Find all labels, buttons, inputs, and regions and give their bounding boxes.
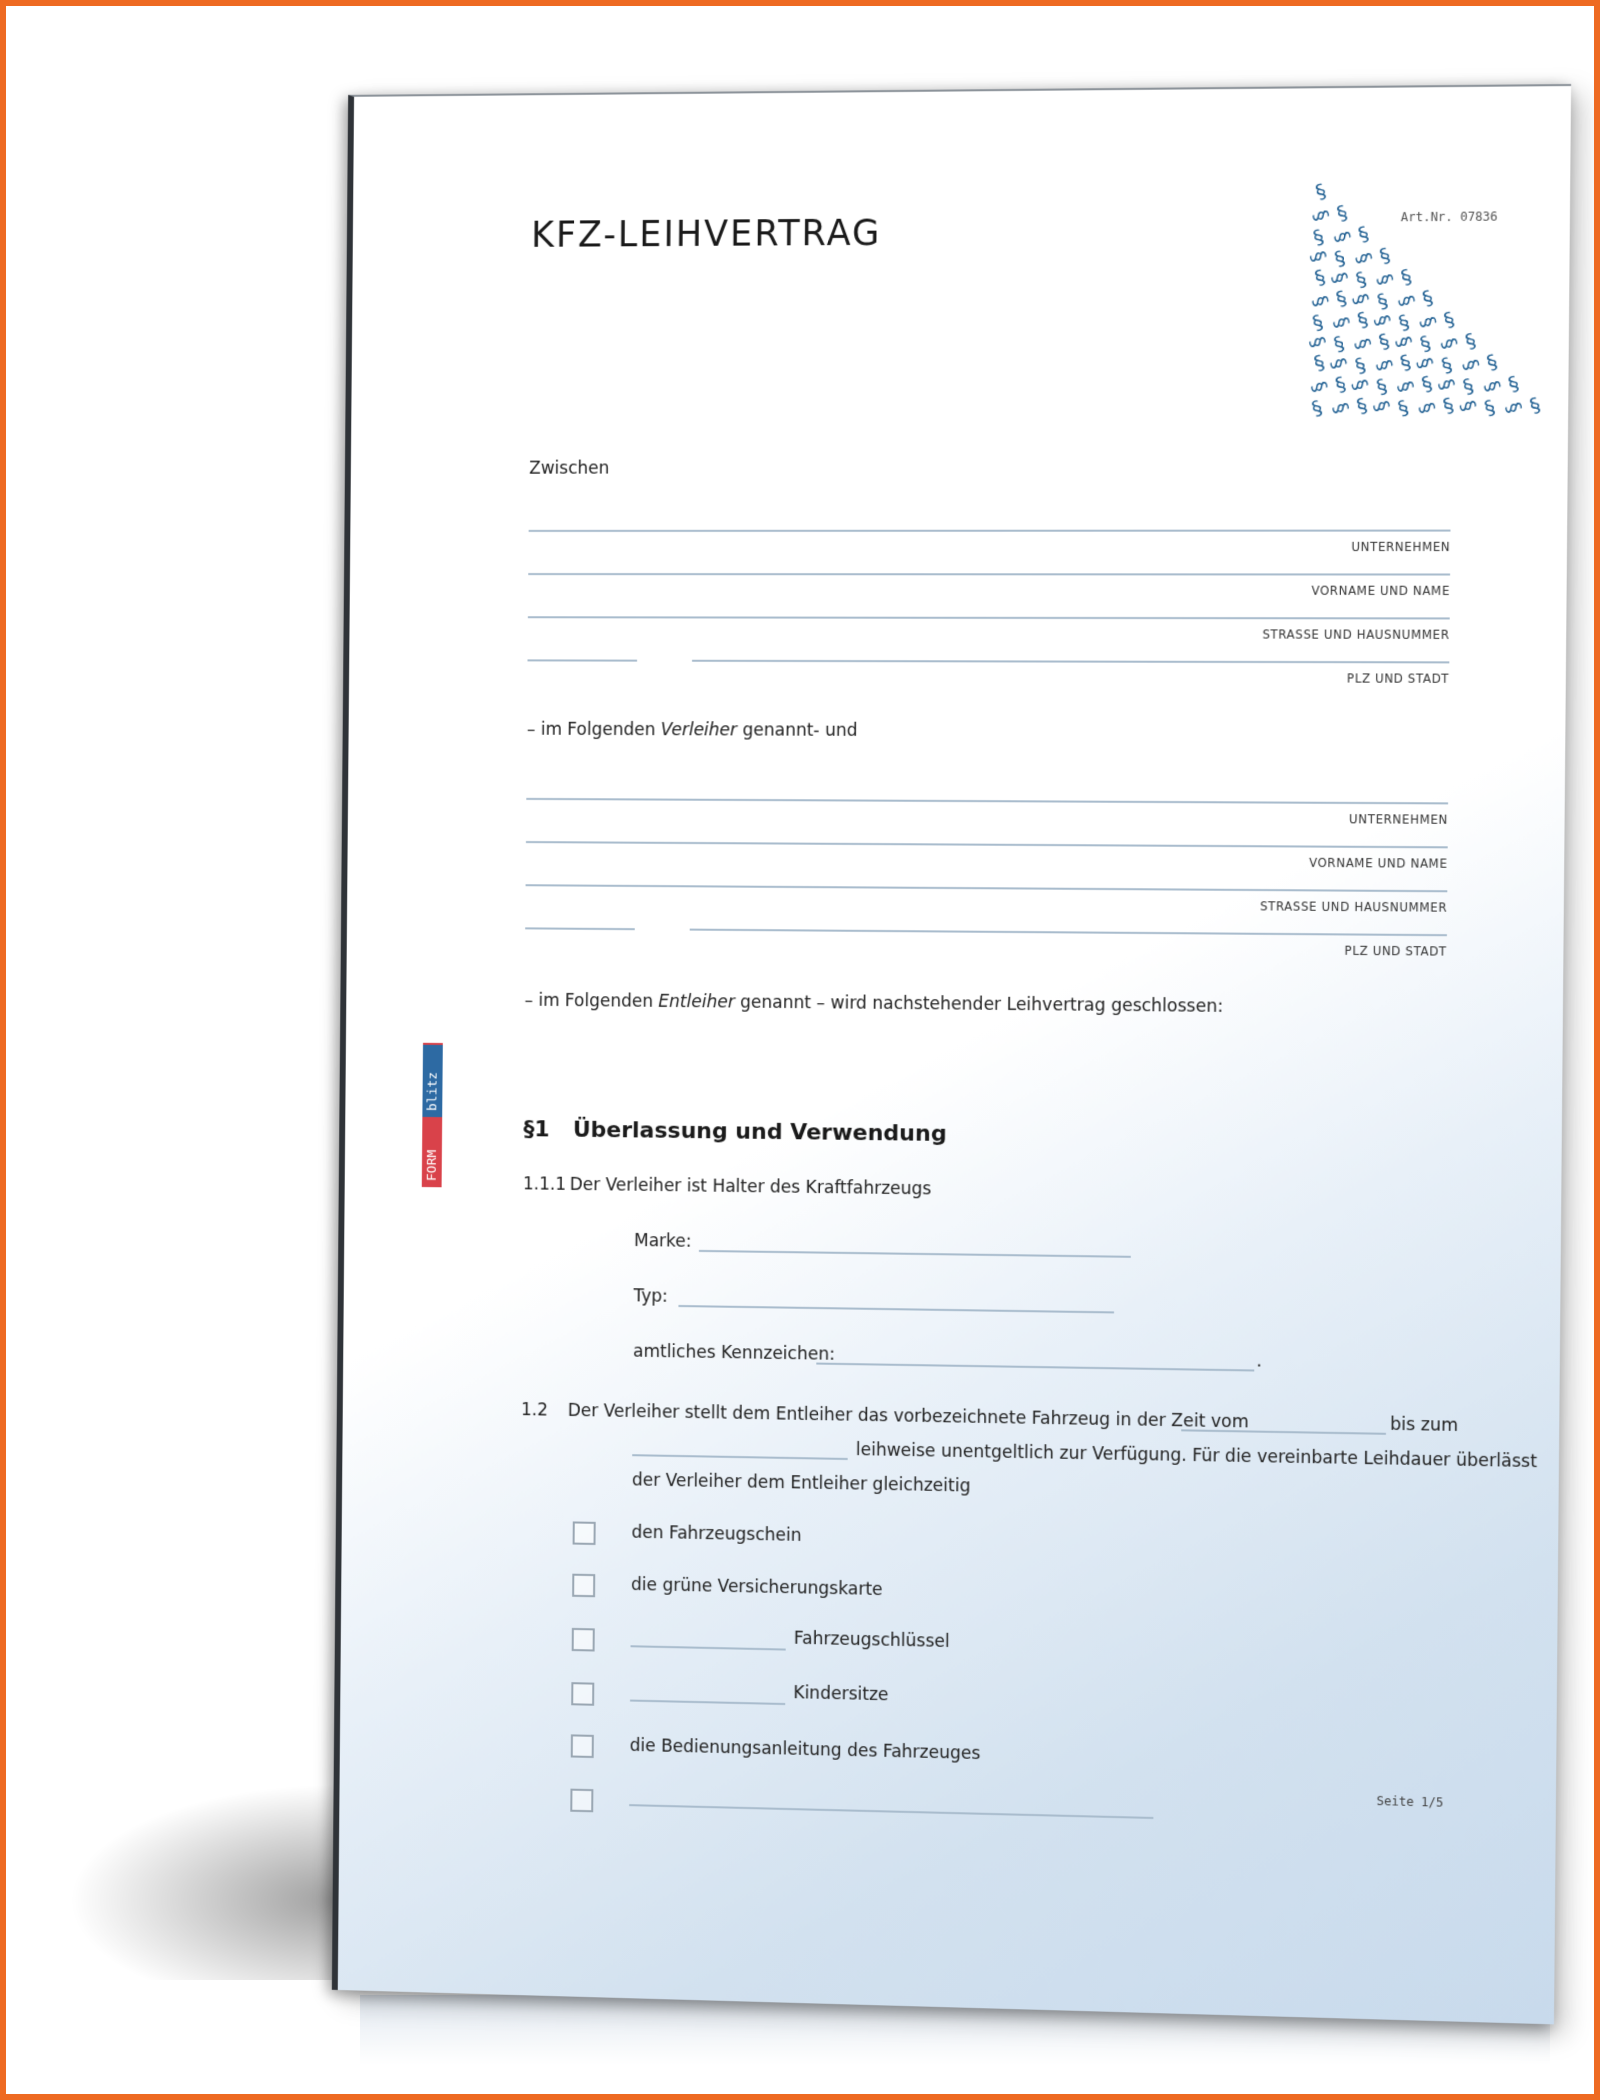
paragraph-glyph: § bbox=[1350, 335, 1376, 353]
paragraph-glyph: § bbox=[1394, 292, 1419, 310]
paragraph-glyph: § bbox=[1355, 222, 1372, 247]
page-number: Seite 1/5 bbox=[1376, 1793, 1444, 1810]
paragraph-glyph: § bbox=[1526, 393, 1544, 418]
name-label-2: VORNAME UND NAME bbox=[1308, 855, 1448, 871]
paragraph-glyph: § bbox=[1326, 355, 1351, 372]
paragraph-glyph: § bbox=[1332, 286, 1350, 311]
paragraph-glyph: § bbox=[1326, 269, 1352, 287]
clause-1-2-line-3: der Verleiher dem Entleiher gleichzeitig bbox=[631, 1470, 971, 1497]
paragraph-glyph: § bbox=[1414, 399, 1440, 417]
paragraph-glyph: § bbox=[1375, 329, 1393, 354]
contract-page bbox=[332, 84, 1571, 2024]
paragraph-glyph: § bbox=[1352, 267, 1370, 293]
paragraph-glyph: § bbox=[1462, 328, 1479, 354]
checklist-label-operating-manual: die Bedienungsanleitung des Fahrzeuges bbox=[629, 1735, 981, 1765]
paragraph-glyph: § bbox=[1331, 246, 1349, 271]
checkbox-vehicle-registration[interactable] bbox=[573, 1521, 596, 1545]
paragraph-glyph: § bbox=[1330, 228, 1355, 246]
name-input-line-1[interactable] bbox=[528, 573, 1450, 575]
company-input-line-1[interactable] bbox=[529, 530, 1451, 532]
paragraph-glyph: § bbox=[1481, 395, 1499, 421]
paragraph-glyph: § bbox=[1307, 378, 1332, 396]
paragraph-glyph: § bbox=[1329, 313, 1354, 331]
paragraph-glyph: § bbox=[1348, 290, 1373, 308]
paragraph-glyph: § bbox=[1391, 333, 1416, 351]
paragraph-glyph: § bbox=[1369, 312, 1395, 329]
paragraph-glyph: § bbox=[1458, 356, 1484, 374]
checklist-label-insurance-card: die grüne Versicherungskarte bbox=[630, 1574, 883, 1601]
paragraph-glyph: § bbox=[1433, 376, 1459, 394]
zip-input-line-2[interactable] bbox=[525, 927, 635, 930]
clause-1-1-number: 1.1.1 bbox=[522, 1174, 567, 1195]
company-input-line-2[interactable] bbox=[526, 798, 1448, 805]
name-input-line-2[interactable] bbox=[526, 841, 1448, 848]
city-label-1: PLZ UND STADT bbox=[1346, 671, 1450, 686]
paragraph-glyph: § bbox=[1347, 376, 1373, 394]
paragraph-glyph: § bbox=[1308, 292, 1333, 310]
svg-text:blitz: blitz bbox=[425, 1071, 441, 1112]
street-label-2: STRASSE UND HAUSNUMMER bbox=[1259, 899, 1448, 915]
paragraph-glyph: § bbox=[1372, 270, 1398, 288]
name-label-1: VORNAME UND NAME bbox=[1311, 583, 1451, 599]
between-label: Zwischen bbox=[529, 458, 610, 479]
section-1-title: Überlassung und Verwendung bbox=[572, 1117, 947, 1148]
paragraph-glyph: § bbox=[1373, 374, 1391, 400]
clause-1-1-text: Der Verleiher ist Halter des Kraftfahrzeugs bbox=[569, 1174, 932, 1200]
section-1-heading bbox=[523, 1117, 946, 1147]
checkbox-insurance-card[interactable] bbox=[572, 1574, 595, 1598]
paragraph-glyph: § bbox=[1309, 310, 1327, 336]
borrower-designation: – im Folgenden Entleiher genannt – wird nachstehender Leihvertrag geschlossen: bbox=[524, 990, 1224, 1017]
zip-input-line-1[interactable] bbox=[527, 659, 637, 661]
checkbox-child-seats[interactable] bbox=[571, 1682, 594, 1706]
clause-1-2-number: 1.2 bbox=[520, 1400, 549, 1421]
paragraph-glyph: § bbox=[1438, 353, 1456, 378]
city-input-line-1[interactable] bbox=[692, 660, 1449, 664]
city-label-2: PLZ UND STADT bbox=[1344, 943, 1447, 959]
paragraph-glyph: § bbox=[1368, 397, 1394, 415]
child-seats-count-input-line[interactable] bbox=[630, 1700, 785, 1706]
document-title: KFZ-LEIHVERTRAG bbox=[530, 213, 882, 256]
section-1-number: §1 bbox=[523, 1117, 550, 1143]
paragraph-glyph: § bbox=[1415, 313, 1441, 331]
formblitz-logo bbox=[422, 1043, 443, 1187]
paragraph-glyph: § bbox=[1397, 264, 1415, 290]
paragraph-glyph: § bbox=[1351, 249, 1377, 267]
from-date-input-line[interactable] bbox=[1181, 1429, 1386, 1435]
article-number: Art.Nr. 07836 bbox=[1400, 209, 1498, 225]
paragraph-glyph: § bbox=[1332, 372, 1349, 397]
paragraph-glyph: § bbox=[1354, 307, 1372, 333]
until-date-input-line[interactable] bbox=[632, 1454, 847, 1460]
paragraph-glyph: § bbox=[1328, 399, 1354, 417]
street-label-1: STRASSE UND HAUSNUMMER bbox=[1262, 627, 1450, 642]
street-input-line-1[interactable] bbox=[528, 616, 1450, 619]
paragraph-glyph: § bbox=[1460, 374, 1477, 400]
paragraph-glyph: § bbox=[1412, 354, 1438, 372]
paragraph-glyph: § bbox=[1393, 378, 1419, 395]
checkbox-operating-manual[interactable] bbox=[571, 1734, 594, 1758]
paragraph-glyph: § bbox=[1394, 396, 1412, 421]
until-label: bis zum bbox=[1390, 1414, 1459, 1437]
checkbox-vehicle-keys[interactable] bbox=[572, 1628, 595, 1652]
paragraph-glyph: § bbox=[1305, 248, 1331, 266]
paragraph-glyph: § bbox=[1505, 371, 1522, 397]
paragraph-glyph: § bbox=[1483, 350, 1501, 375]
paragraph-glyph: § bbox=[1308, 207, 1334, 224]
svg-text:FORM: FORM bbox=[424, 1149, 440, 1182]
paragraph-glyph: § bbox=[1333, 200, 1351, 226]
paragraph-glyph: § bbox=[1439, 393, 1457, 418]
brand-input-line[interactable] bbox=[699, 1250, 1131, 1258]
street-input-line-2[interactable] bbox=[526, 884, 1448, 892]
brand-field-label: Marke: bbox=[633, 1230, 692, 1252]
paragraph-glyph: § bbox=[1501, 399, 1527, 417]
type-field-label: Typ: bbox=[633, 1286, 668, 1307]
other-item-input-line[interactable] bbox=[629, 1804, 1153, 1819]
type-input-line[interactable] bbox=[678, 1305, 1114, 1313]
paragraph-glyph: § bbox=[1310, 225, 1327, 250]
clause-1-2-line-2: leihweise unentgeltlich zur Verfügung. Für die vereinbarte Leihdauer überlässt bbox=[855, 1439, 1538, 1473]
paragraph-glyph: § bbox=[1304, 333, 1330, 351]
paragraph-glyph: § bbox=[1440, 307, 1458, 332]
checklist-label-vehicle-registration: den Fahrzeugschein bbox=[631, 1522, 802, 1546]
paragraph-glyph: § bbox=[1312, 179, 1330, 205]
paragraph-glyph: § bbox=[1395, 310, 1413, 335]
paragraph-glyph: § bbox=[1372, 356, 1397, 374]
plate-field-end: . bbox=[1256, 1351, 1263, 1372]
checklist-label-child-seats: Kindersitze bbox=[793, 1683, 889, 1706]
paragraph-glyph: § bbox=[1310, 350, 1328, 376]
checklist-label-vehicle-keys: Fahrzeugschlüssel bbox=[793, 1628, 950, 1653]
paragraph-pattern-graphic bbox=[1304, 176, 1551, 421]
paragraph-glyph: § bbox=[1417, 331, 1434, 357]
keys-count-input-line[interactable] bbox=[631, 1645, 786, 1650]
lender-designation: – im Folgenden Verleiher genannt- und bbox=[526, 719, 858, 741]
city-input-line-2[interactable] bbox=[690, 929, 1447, 937]
paragraph-glyph: § bbox=[1374, 289, 1392, 314]
paragraph-glyph: § bbox=[1418, 371, 1436, 397]
paragraph-glyph: § bbox=[1330, 332, 1348, 357]
plate-input-line[interactable] bbox=[816, 1363, 1254, 1372]
paragraph-glyph: § bbox=[1353, 393, 1371, 419]
paragraph-glyph: § bbox=[1311, 265, 1329, 290]
paragraph-glyph: § bbox=[1397, 350, 1414, 376]
paragraph-glyph: § bbox=[1352, 353, 1369, 378]
paragraph-glyph: § bbox=[1419, 286, 1437, 311]
company-label-1: UNTERNEHMEN bbox=[1351, 539, 1451, 555]
plate-field-label: amtliches Kennzeichen: bbox=[632, 1341, 836, 1365]
company-label-2: UNTERNEHMEN bbox=[1348, 812, 1449, 827]
clause-1-2-line-1: Der Verleiher stellt dem Entleiher das vorbezeichnete Fahrzeug in der Zeit vom bbox=[567, 1400, 1249, 1433]
paragraph-glyph: § bbox=[1376, 243, 1394, 268]
paragraph-glyph: § bbox=[1437, 334, 1462, 352]
paragraph-glyph: § bbox=[1479, 377, 1505, 395]
paragraph-glyph: § bbox=[1455, 397, 1481, 415]
paragraph-glyph: § bbox=[1308, 396, 1326, 421]
checkbox-other-item[interactable] bbox=[570, 1789, 593, 1813]
